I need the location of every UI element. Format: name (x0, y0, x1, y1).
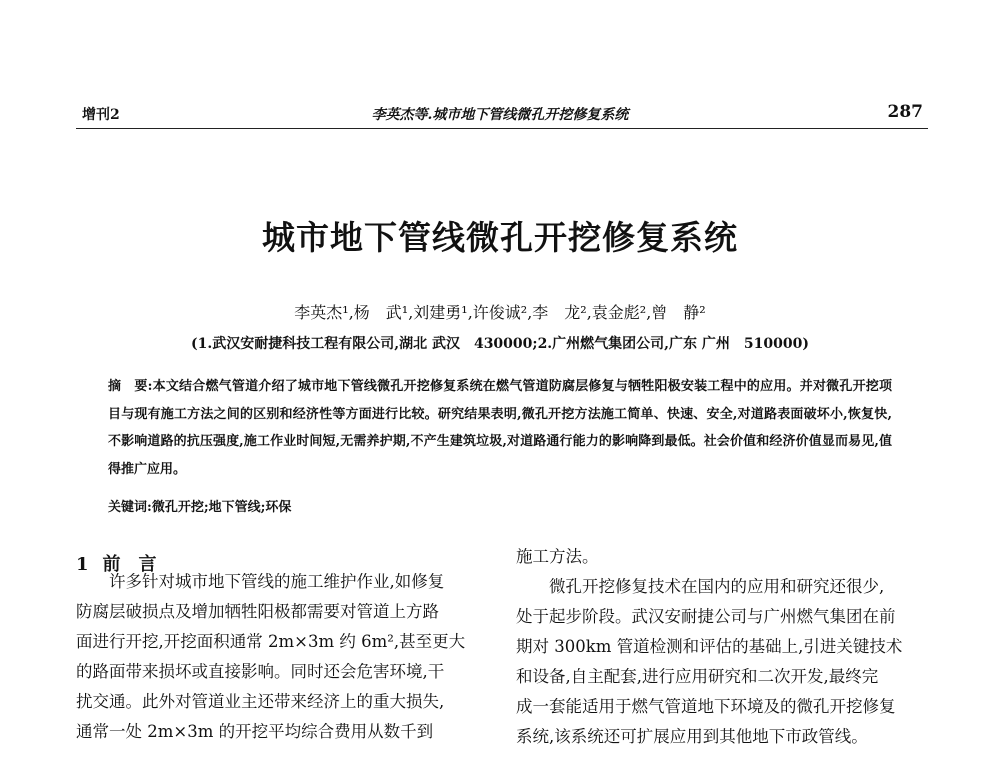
keywords (108, 494, 892, 522)
body-line: 处于起步阶段。武汉安耐捷公司与广州燃气集团在前 (516, 607, 896, 626)
abstract-text: 本文结合燃气管道介绍了城市地下管线微孔开挖修复系统在燃气管道防腐层修复与牺牲阳极安装工程中的应用。并对微孔开挖项目与现有施工方法之间的区别和经济性等方面进行比较。研究结果表明,微孔开挖方法施工简单、快速、安全,对道路表面破坏小,恢复快,不影响道路的抗压强度,施工作业时间短,无需养护期,不产生建筑垃圾,对道路通行能力的影响降到最低。社会价值和经济价值显而易见,值得推广应用。 (108, 379, 892, 477)
section-number: 1 (76, 554, 89, 575)
section-title: 前 言 (102, 554, 157, 575)
abstract-label: 摘 要: (108, 379, 153, 394)
affiliations: (1.武汉安耐捷科技工程有限公司,湖北 武汉 430000;2.广州燃气集团公司,广东 广州 510000) (190, 336, 810, 352)
body-line: 防腐层破损点及增加牺牲阳极都需要对管道上方路 (76, 602, 439, 621)
header-rule (76, 128, 928, 129)
keywords-label: 关键词: (108, 500, 152, 515)
body-line: 扰交通。此外对管道业主还带来经济上的重大损失, (76, 692, 445, 711)
journal-issue-label: 增刊2 (82, 107, 120, 123)
body-line: 的路面带来损坏或直接影响。同时还会危害环境,干 (76, 662, 445, 681)
keywords-text: 微孔开挖;地下管线;环保 (151, 500, 292, 515)
left-column (76, 567, 490, 747)
body-line: 施工方法。 (516, 547, 599, 566)
body-line: 面进行开挖,开挖面积通常 2m×3m 约 6m²,甚至更大 (76, 632, 466, 651)
body-line: 系统,该系统还可扩展应用到其他地下市政管线。 (516, 727, 868, 746)
body-line: 成一套能适用于燃气管道地下环境及的微孔开挖修复 (516, 697, 896, 716)
right-column (516, 542, 930, 752)
body-line: 许多针对城市地下管线的施工维护作业,如修复 (109, 572, 445, 591)
abstract (108, 373, 892, 483)
body-line: 微孔开挖修复技术在国内的应用和研究还很少, (549, 577, 885, 596)
page-number: 287 (887, 102, 923, 122)
paper-title: 城市地下管线微孔开挖修复系统 (262, 218, 738, 257)
body-line: 通常一处 2m×3m 的开挖平均综合费用从数千到 (76, 722, 434, 741)
body-line: 和设备,自主配套,进行应用研究和二次开发,最终完 (516, 667, 879, 686)
body-line: 期对 300km 管道检测和评估的基础上,引进关键技术 (516, 637, 903, 656)
running-header: 李英杰等.城市地下管线微孔开挖修复系统 (371, 107, 629, 123)
author-list: 李英杰¹,杨 武¹,刘建勇¹,许俊诚²,李 龙²,袁金彪²,曾 静² (294, 303, 706, 322)
